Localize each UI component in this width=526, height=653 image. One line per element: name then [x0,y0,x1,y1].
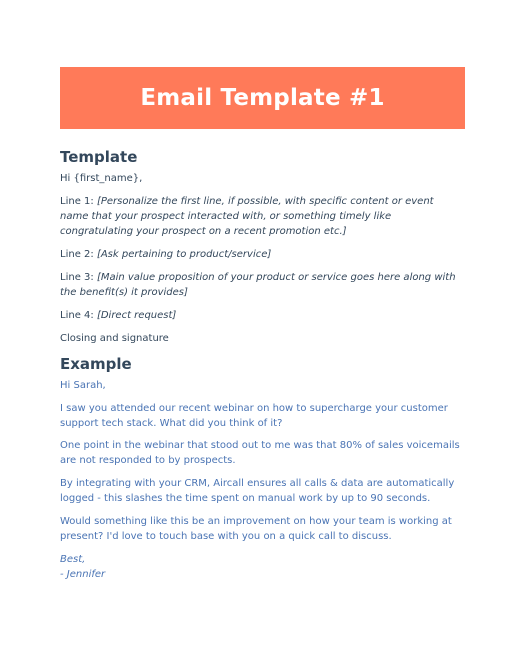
page-title: Email Template #1 [140,85,385,111]
email-template-document [60,67,465,582]
line-4-text: [Direct request] [96,310,177,321]
line-2-label: Line 2: [60,249,97,260]
line-2-text: [Ask pertaining to product/service] [96,249,272,260]
line-4-label: Line 4: [60,310,97,321]
line-3-label: Line 3: [60,272,97,283]
signoff-text: Best, [60,554,86,565]
example-paragraph: One point in the webinar that stood out to me was that 80% of sales voicemails are not responded to by prospects. [60,440,460,466]
template-line-2 [60,247,465,262]
template-line-4 [60,308,465,323]
signature-text: - Jennifer [60,569,106,580]
line-1-text: [Personalize the first line, if possible, with specific content or event name that your prospect interacted with, or something timely like congratulating your prospect on a recent promotion etc.] [60,196,434,237]
example-paragraph: By integrating with your CRM, Aircall ensures all calls & data are automatically logged - this slashes the time spent on manual work by up to 90 seconds. [60,478,455,504]
example-signoff [60,552,465,582]
template-line-1 [60,194,465,239]
example-heading: Example [60,355,132,373]
template-greeting: Hi {first_name}, [60,173,143,184]
example-greeting: Hi Sarah, [60,380,106,391]
title-banner [60,67,465,129]
line-1-label: Line 1: [60,196,97,207]
template-line-3 [60,270,465,300]
template-heading: Template [60,148,138,166]
line-3-text: [Main value proposition of your product or service goes here along with the benefit(s) it provides] [60,272,456,298]
template-closing: Closing and signature [60,333,169,344]
example-paragraph: I saw you attended our recent webinar on how to supercharge your customer support tech stack. What did you think of it? [60,403,448,429]
example-paragraph: Would something like this be an improvement on how your team is working at present? I'd love to touch base with you on a quick call to discuss. [60,516,452,542]
